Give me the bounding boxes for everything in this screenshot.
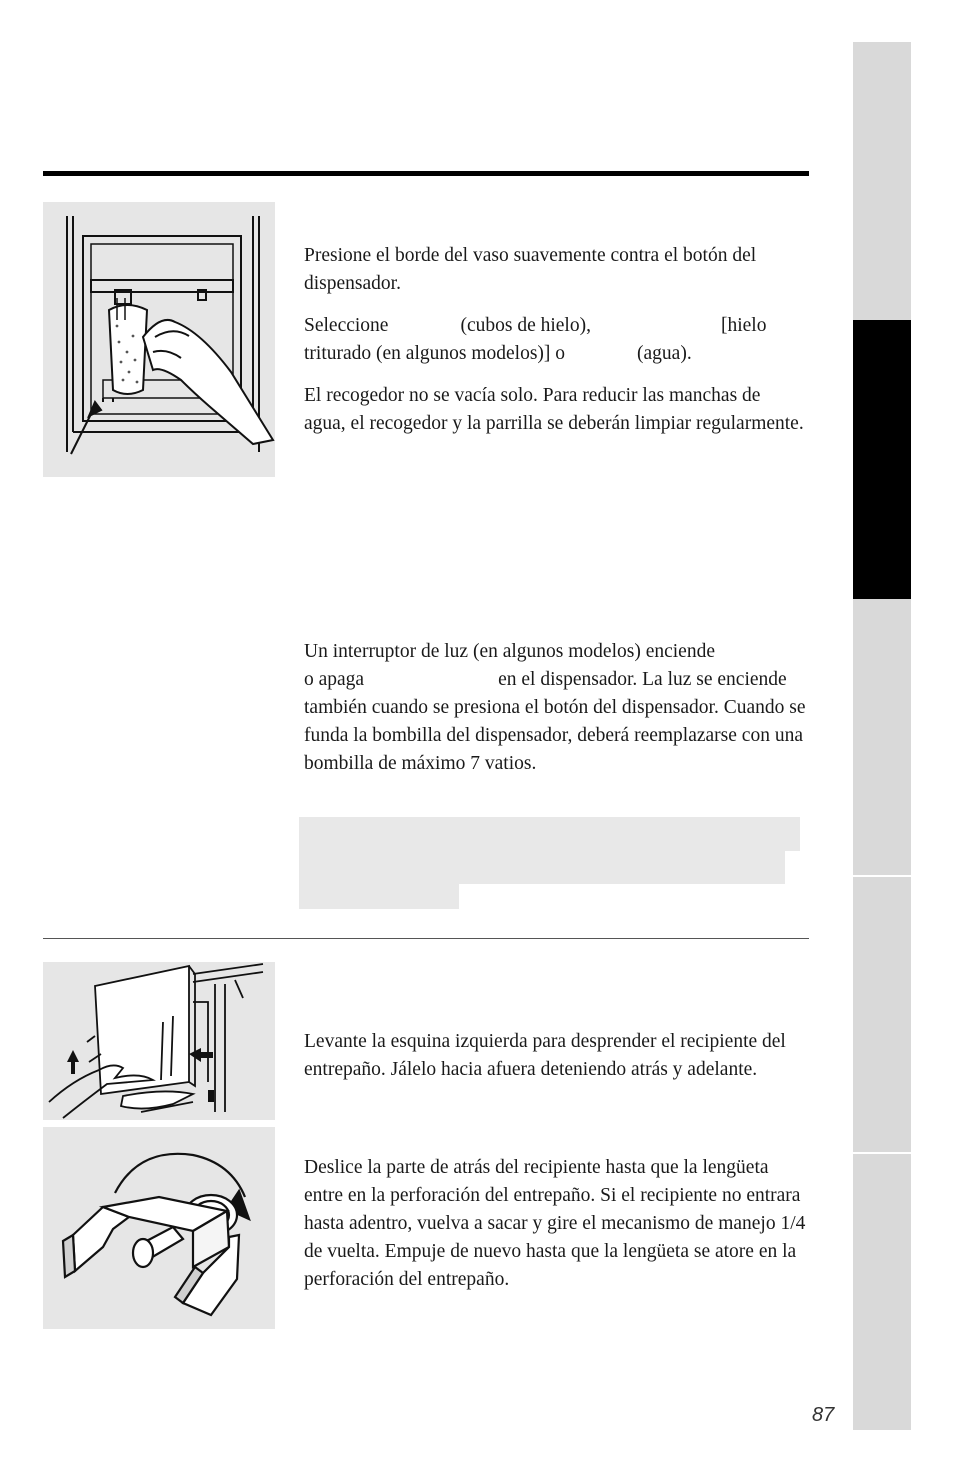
dispenser-instruction-2: [304, 312, 806, 368]
dispenser-instruction-2-d: triturado (en algunos modelos)] o: [304, 343, 566, 364]
dispenser-instruction-2-b: (cubos de hielo),: [460, 315, 591, 336]
bin-mechanism-illustration: [43, 1127, 275, 1329]
dispenser-illustration: [43, 202, 275, 477]
note-box-end: [299, 884, 459, 909]
note-box: [299, 817, 800, 851]
bin-replace-text: Deslice la parte de atrás del recipiente hasta que la lengüeta entre en la perforación del entrepaño. Si el recipiente no entrara hasta adentro, vuelva a sacar y gire el mecanismo de manejo 1/4 de vuelta. Empuje de nuevo hasta que la lengüeta se atore en la perforación del entrepaño.: [304, 1157, 806, 1290]
section-rule-top: [43, 171, 809, 176]
side-tab-active: [853, 320, 911, 599]
side-tab-3: [853, 599, 911, 875]
dispenser-instruction-2-c: [hielo: [720, 315, 767, 336]
section-rule-bottom: [43, 938, 809, 939]
light-switch-text: [304, 638, 806, 778]
dispenser-instruction-1: Presione el borde del vaso suavemente contra el botón del dispensador.: [304, 245, 757, 294]
bin-remove-text: Levante la esquina izquierda para desprender el recipiente del entrepaño. Jálelo hacia afuera deteniendo atrás y adelante.: [304, 1031, 786, 1080]
light-switch-text-d: enciende también cuando se presiona el botón del dispensador. Cuando se funda la bombilla del dispensador, deberá reemplazarse con una bombilla de máximo 7 vatios.: [304, 669, 806, 774]
side-tab-1: [853, 42, 911, 320]
dispenser-instruction-2-e: (agua).: [637, 343, 692, 364]
dispenser-instruction-2-a: Seleccione: [304, 315, 389, 336]
light-switch-text-a: Un interruptor de luz (en algunos modelos) enciende: [304, 641, 715, 662]
light-switch-text-b: o apaga: [304, 669, 365, 690]
dispenser-instruction-3: El recogedor no se vacía solo. Para reducir las manchas de agua, el recogedor y la parrilla se deberán limpiar regularmente.: [304, 385, 804, 434]
light-switch-text-c: en el dispensador. La luz se: [498, 669, 713, 690]
note-box-mid: [299, 851, 785, 884]
side-tab-5: [853, 1154, 911, 1430]
side-tab-4: [853, 877, 911, 1152]
page-number: 87: [812, 1404, 835, 1426]
bin-removal-illustration: [43, 962, 275, 1120]
